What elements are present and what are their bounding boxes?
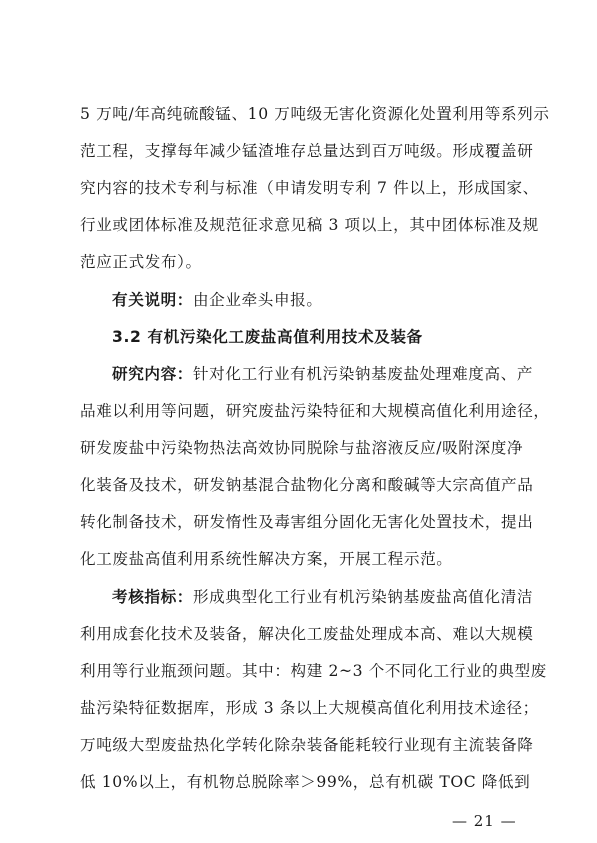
assessment-line: 盐污染特征数据库，形成 3 条以上大规模高值化利用技术途径；	[80, 699, 539, 717]
research-line: 转化制备技术，研发惰性及毒害组分固化无害化处置技术，提出	[80, 513, 534, 531]
paragraph-line: 范应正式发布）。	[80, 253, 202, 271]
assessment-label: 考核指标：	[112, 587, 193, 606]
note-line	[112, 290, 520, 310]
paragraph-line: 范工程，支撑每年减少锰渣堆存总量达到百万吨级。形成覆盖研	[80, 142, 534, 160]
research-line: 品难以利用等问题，研究废盐污染特征和大规模高值化利用途径，	[80, 402, 550, 420]
research-line: 研发废盐中污染物热法高效协同脱除与盐溶液反应/吸附深度净	[80, 439, 524, 457]
note-text: 由企业牵头申报。	[192, 291, 323, 309]
assessment-line: 利用等行业瓶颈问题。其中：构建 2~3 个不同化工行业的典型废	[80, 662, 547, 680]
assessment-line: 万吨级大型废盐热化学转化除杂装备能耗较行业现有主流装备降	[80, 736, 534, 754]
research-text: 针对化工行业有机污染钠基废盐处理难度高、产	[192, 365, 534, 383]
page-number: — 21 —	[452, 812, 517, 830]
research-line: 化工废盐高值利用系统性解决方案，开展工程示范。	[80, 550, 453, 568]
assessment-first-line	[112, 587, 534, 607]
paragraph-line: 行业或团体标准及规范征求意见稿 3 项以上，其中团体标准及规	[80, 216, 539, 234]
research-line: 化装备及技术，研发钠基混合盐物化分离和酸碱等大宗高值产品	[80, 476, 534, 494]
section-heading: 3.2 有机污染化工废盐高值利用技术及装备	[112, 328, 423, 346]
assessment-line: 低 10%以上，有机物总脱除率＞99%，总有机碳 TOC 降低到	[80, 773, 531, 791]
paragraph-line: 究内容的技术专利与标准（申请发明专利 7 件以上，形成国家、	[80, 179, 539, 197]
assessment-text: 形成典型化工行业有机污染钠基废盐高值化清洁	[192, 588, 534, 606]
note-label: 有关说明：	[112, 290, 193, 309]
research-first-line	[112, 364, 534, 384]
paragraph-line: 5 万吨/年高纯硫酸锰、10 万吨级无害化资源化处置利用等系列示	[80, 105, 550, 123]
assessment-line: 利用成套化技术及装备，解决化工废盐处理成本高、难以大规模	[80, 625, 534, 643]
research-label: 研究内容：	[112, 364, 193, 383]
